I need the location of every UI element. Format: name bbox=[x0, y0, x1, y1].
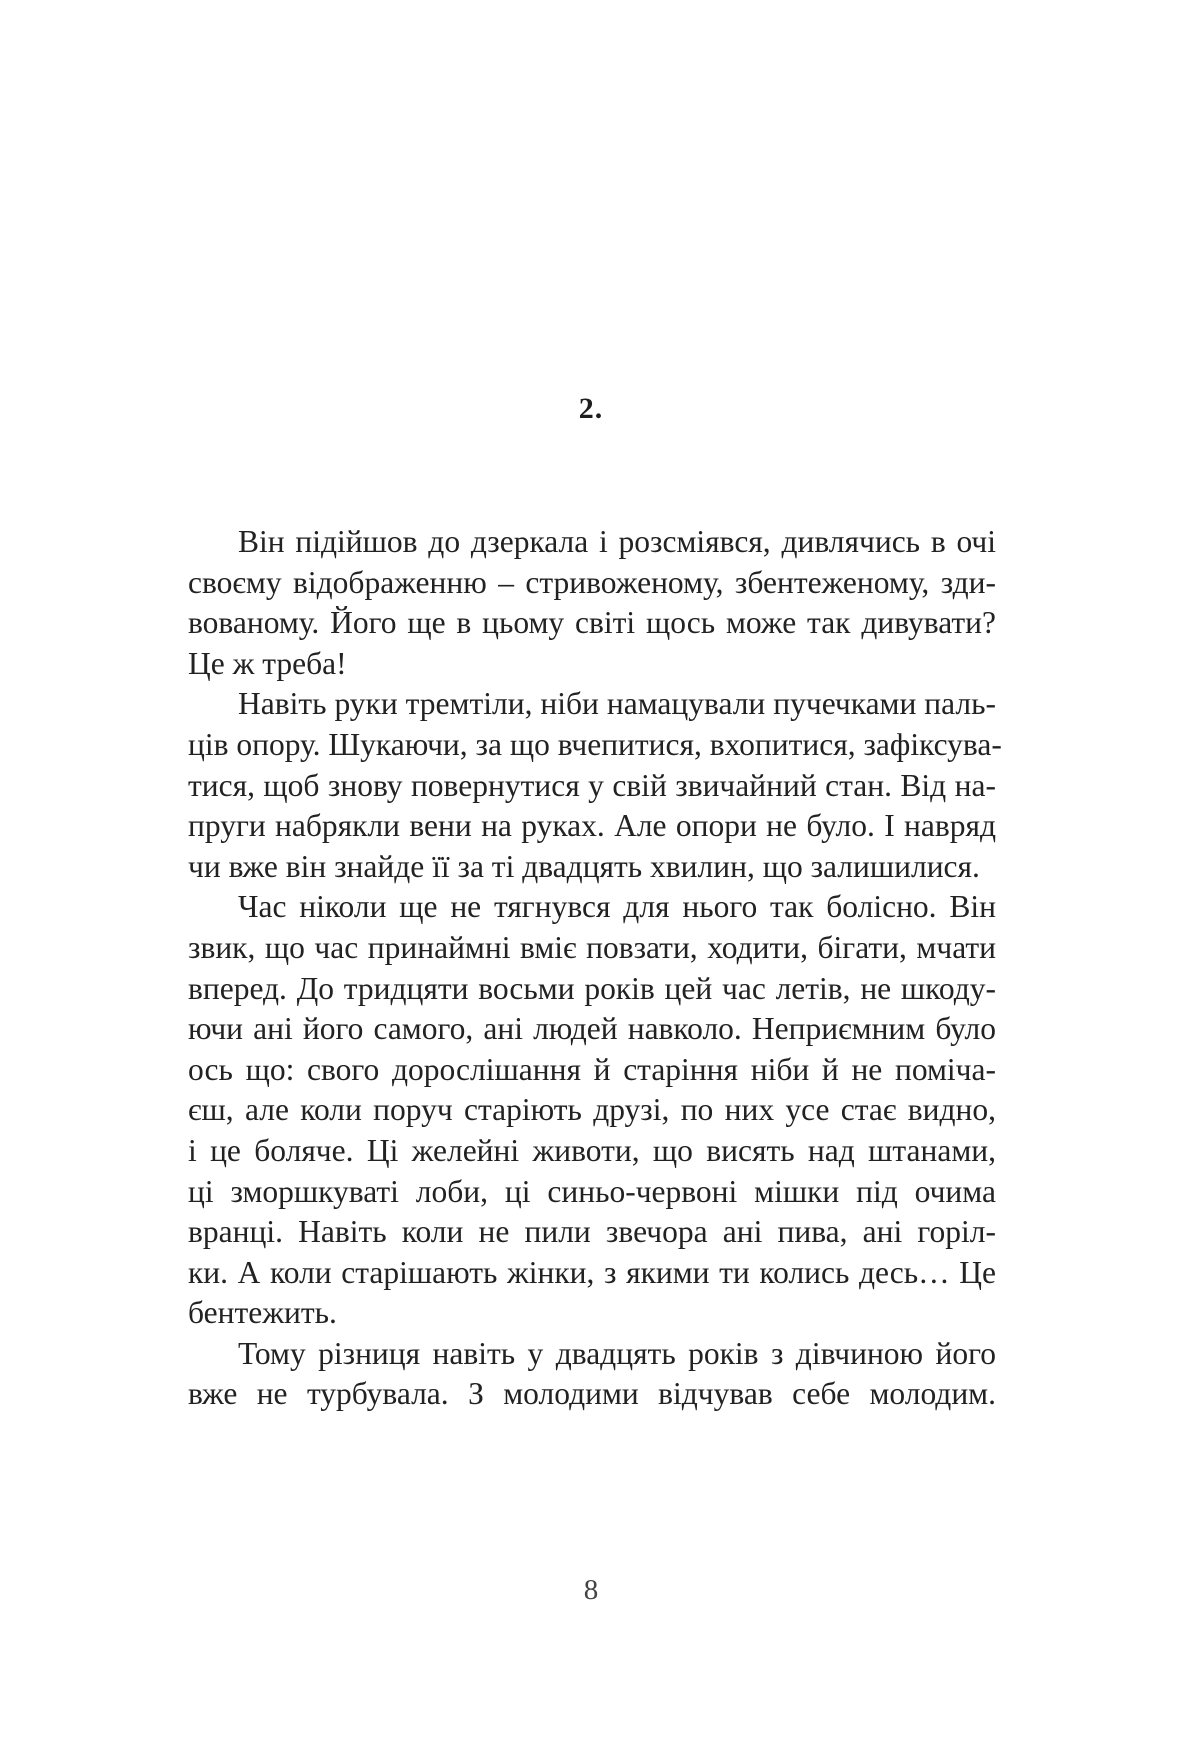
text-line: Тому різниця навіть у двадцять років з дівчиною його bbox=[238, 1335, 996, 1371]
text-line: звик, що час принаймні вміє повзати, ходити, бігати, мчати bbox=[188, 929, 996, 965]
text-line: ючи ані його самого, ані людей навколо. Неприємним було bbox=[188, 1011, 996, 1047]
text-line: вранці. Навіть коли не пили звечора ані пива, ані горіл- bbox=[188, 1214, 996, 1250]
paragraph bbox=[188, 887, 996, 1334]
text-line: Навіть руки тремтіли, ніби намацували пучечками паль- bbox=[238, 686, 996, 722]
paragraph bbox=[188, 1334, 996, 1415]
text-line: єш, але коли поруч старіють друзі, по них усе стає видно, bbox=[188, 1092, 996, 1128]
text-line: вже не турбувала. З молодими відчував себе молодим. bbox=[188, 1376, 996, 1412]
body-text bbox=[188, 522, 1002, 1415]
paragraph bbox=[188, 684, 1002, 887]
text-line: вованому. Його ще в цьому світі щось може так дивувати? bbox=[188, 605, 996, 641]
text-line: і це боляче. Ці желейні животи, що висять над штанами, bbox=[188, 1132, 996, 1168]
chapter-number: 2. bbox=[578, 392, 604, 425]
paragraph bbox=[188, 522, 996, 684]
text-line: вперед. До тридцяти восьми років цей час летів, не шкоду- bbox=[188, 970, 996, 1006]
page-number: 8 bbox=[583, 1574, 599, 1606]
text-line: ки. А коли старішають жінки, з якими ти колись десь… Це bbox=[188, 1254, 996, 1290]
text-line: чи вже він знайде її за ті двадцять хвилин, що залишилися. bbox=[188, 848, 980, 884]
text-line: Він підійшов до дзеркала і розсміявся, дивлячись в очі bbox=[238, 524, 996, 559]
text-line: ців опору. Шукаючи, за що вчепитися, вхопитися, зафіксува- bbox=[188, 726, 1002, 762]
text-line: ось що: свого дорослішання й старіння ніби й не поміча- bbox=[188, 1051, 996, 1087]
text-line: бентежить. bbox=[188, 1295, 337, 1331]
text-line: ці зморшкуваті лоби, ці синьо-червоні мішки під очима bbox=[188, 1173, 996, 1209]
text-line: Час ніколи ще не тягнувся для нього так болісно. Він bbox=[238, 889, 996, 925]
text-line: пруги набрякли вени на руках. Але опори не було. І навряд bbox=[188, 808, 996, 844]
text-line: тися, щоб знову повернутися у свій звичайний стан. Від на- bbox=[188, 767, 996, 803]
text-line: Це ж треба! bbox=[188, 645, 347, 681]
text-line: своєму відображенню – стривоженому, збентеженому, зди- bbox=[188, 564, 996, 600]
